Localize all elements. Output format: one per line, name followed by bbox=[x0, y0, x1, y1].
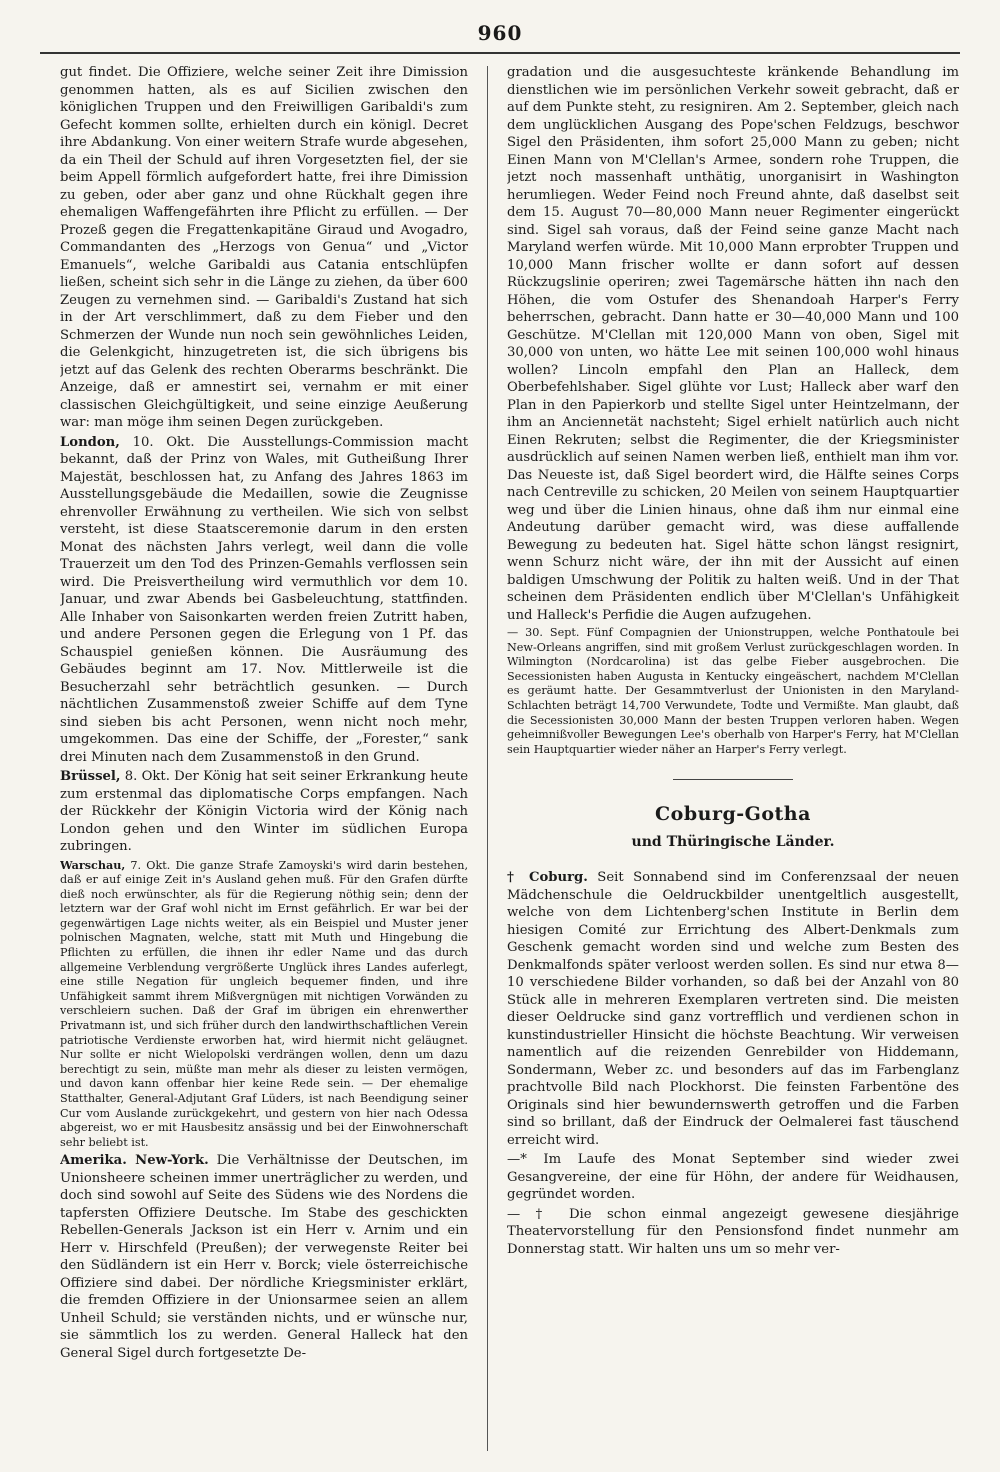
italy-report: gut findet. Die Offiziere, welche seiner Zeit ihre Dimission genommen hatten, als es auf Sicilien zwischen den königlichen Truppen und den Freiwilligen Garibaldi's zum Gefecht kommen sollte, erhielten durch ein königl. Decret ihre Abdankung. Von einer weitern Strafe wurde abgesehen, da ein Theil der Schuld auf ihren Vorgesetzten fiel, der sie beim Appell förmlich aufgefordert hatte, frei ihre Dimission zu geben, oder aber ganz und ohne Rückhalt gegen ihre ehemaligen Waffengefährten ihre Pflicht zu erfüllen. — Der Prozeß gegen die Fregattenkapitäne Giraud und Avogadro, Commandanten des „Herzogs von Genua“ und „Victor Emanuels“, welche Garibaldi aus Catania entschlüpfen ließen, scheint sich sehr in die Länge zu ziehen, da über 600 Zeugen zu vernehmen sind. — Garibaldi's Zustand hat sich in der Art verschlimmert, daß zu dem Fieber und den Schmerzen der Wunde nun noch sein gewöhnliches Leiden, die Gelenkgicht, hinzugetreten ist, die sich übrigens bis jetzt auf das Gelenk des rechten Oberarms beschränkt. Die Anzeige, daß er amnestirt sei, vernahm er mit einer classischen Gleichgültigkeit, und seine einzige Aeußerung war: man möge ihm seinen Degen zurückgeben. bbox=[60, 65, 468, 430]
coburg-report bbox=[507, 869, 959, 1149]
theater-report: — † Die schon einmal angezeigt gewesene diesjährige Theatervorstellung für den Pensionsfond findet nunmehr am Donnerstag statt. Wir halten uns um so mehr ver- bbox=[507, 1206, 959, 1257]
section-subtitle: und Thüringische Länder. bbox=[631, 833, 835, 850]
left-column bbox=[60, 64, 468, 1462]
amerika-report bbox=[60, 1152, 468, 1362]
sigel-report: gradation und die ausgesuchteste kränkende Behandlung im dienstlichen wie im persönlichen Verkehr soweit gebracht, daß er auf dem Punkte steht, zu resigniren. Am 2. September, gleich nach dem unglücklichen Ausgang des Pope'schen Feldzugs, beschwor Sigel den Präsidenten, ihm sofort 25,000 Mann zu geben; nicht Einen Mann von M'Clellan's Armee, sondern rohe Truppen, die jetzt noch massenhaft unthätig, unorganisirt in Washington herumliegen. Weder Feind noch Freund ahnte, daß daselbst seit dem 15. August 70—80,000 Mann neuer Regimenter eingerückt sind. Sigel sah voraus, daß der Feind seine ganze Macht nach Maryland werfen würde. Mit 10,000 Mann erprobter Truppen und 10,000 Mann frischer wollte er dann sofort auf dessen Rückzugslinie operiren; zwei Tagemärsche hätten ihn nach den Höhen, die vom Ostufer des Shenandoah Harper's Ferry beherrschen, gebracht. Dann hatte er 30—40,000 Mann und 100 Geschütze. M'Clellan mit 120,000 Mann von oben, Sigel mit 30,000 von unten, wo hätte Lee mit seinen 100,000 wohl hinaus wollen? Lincoln empfahl den Plan an Halleck, dem Oberbefehlshaber. Sigel glühte vor Lust; Halleck aber warf den Plan in den Papierkorb und stellte Sigel unter Heintzelmann, der ihm an Anciennetät nachsteht; Sigel erhielt natürlich auch nicht Einen Rekruten; selbst die Regimenter, die der Kriegsminister ausdrücklich auf seinen Namen werben ließ, enthielt man ihm vor. Das Neueste ist, daß Sigel beordert wird, die Hälfte seines Corps nach Centreville zu schicken, 20 Meilen von seinem Hauptquartier weg und über die Linien hinaus, ohne daß ihm nur einmal eine Andeutung darüber gemacht wird, was diese auffallende Bewegung zu bedeuten hat. Sigel hätte schon längst resignirt, wenn Schurz nicht wäre, der ihn mit der Aussicht auf einen baldigen Umschwung der Politik zu halten weiß. Und in der That scheinen dem Präsidenten endlich über M'Clellan's Unfähigkeit und Halleck's Perfidie die Augen aufzugehen. bbox=[507, 65, 959, 623]
bruessel-report bbox=[60, 768, 468, 856]
bruessel-dateline: Brüssel, bbox=[60, 769, 121, 784]
london-report bbox=[60, 434, 468, 767]
page-header bbox=[40, 14, 960, 54]
london-dateline: London, bbox=[60, 434, 120, 450]
london-text: 10. Okt. Die Ausstellungs-Commission macht bekannt, daß der Prinz von Wales, mit Gutheißung Ihrer Majestät, beschlossen hat, zu Anfang des Jahres 1863 im Ausstellungsgebäude die Medaillen, sowie die Zeugnisse ehrenvoller Erwähnung zu vertheilen. Wie sich von selbst versteht, ist diese Staatsceremonie darum in den ersten Monat des nächsten Jahrs verlegt, weil dann die volle Trauerzeit um den Tod des Prinzen-Gemahls verflossen sein wird. Die Preisvertheilung wird vermuthlich vor dem 10. Januar, und zwar Abends bei Gasbeleuchtung, stattfinden. Alle Inhaber von Saisonkarten werden freien Zutritt haben, und andere Personen gegen die Erlegung von 1 Pf. das Schauspiel genießen können. Die Ausräumung des Gebäudes beginnt am 17. Nov. Mittlerweile ist die Besucherzahl sehr beträchtlich gesunken. — Durch nächtlichen Zusammenstoß zweier Schiffe auf dem Tyne sind sieben bis acht Personen, wenn nicht noch mehr, umgekommen. Das eine der Schiffe, der „Forester,“ sank drei Minuten nach dem Zusammenstoß in den Grund. bbox=[60, 434, 468, 765]
section-title: Coburg-Gotha bbox=[655, 803, 811, 826]
amerika-dateline: Amerika. New-York. bbox=[60, 1153, 209, 1169]
gesangverein-report: —* Im Laufe des Monat September sind wieder zwei Gesangvereine, der eine für Höhn, der andere für Weidhausen, gegründet worden. bbox=[507, 1152, 959, 1203]
column-divider bbox=[487, 66, 488, 1451]
coburg-dateline: † Coburg. bbox=[507, 870, 588, 886]
page-number: 960 bbox=[477, 21, 523, 45]
september-30-report: — 30. Sept. Fünf Compagnien der Unionstruppen, welche Ponthatoule bei New-Orleans angriffen, sind mit großem Verlust zurückgeschlagen worden. In Wilmington (Nordcarolina) ist das gelbe Fieber ausgebrochen. Die Secessionisten haben Augusta in Kentucky eingeäschert, nachdem M'Clellan es geräumt hatte. Der Gesammtverlust der Unionisten in den Maryland-Schlachten beträgt 14,700 Verwundete, Todte und Vermißte. Man glaubt, daß die Secessionisten 30,000 Mann der besten Truppen verloren haben. Wegen geheimnißvoller Bewegungen Lee's oberhalb von Harper's Ferry, hat M'Clellan sein Hauptquartier wieder näher an Harper's Ferry verlegt. bbox=[507, 626, 959, 756]
bruessel-text: 8. Okt. Der König hat seit seiner Erkrankung heute zum erstenmal das diplomatische Corps empfangen. Nach der Rückkehr der Königin Victoria wird der König nach London gehen und den Winter im südlichen Europa zubringen. bbox=[60, 769, 468, 854]
warschau-report bbox=[60, 858, 468, 1151]
section-separator bbox=[673, 779, 793, 780]
coburg-text: Seit Sonnabend sind im Conferenzsaal der neuen Mädchenschule die Oeldruckbilder unentgeltlich ausgestellt, welche von dem Lichtenberg'schen Institute in Berlin dem hiesigen Comité zur Errichtung des Albert-Denkmals zum Geschenk gemacht worden sind und welche zum Besten des Denkmalfonds später verloost werden sollen. Es sind nur etwa 8—10 verschiedene Bilder vorhanden, so daß bei der Anzahl von 80 Stück alle in mehreren Exemplaren vertreten sind. Die meisten dieser Oeldrucke sind ganz vortrefflich und verdienen schon in kunstindustrieller Hinsicht die höchste Beachtung. Wir verweisen namentlich auf die reizenden Genrebilder von Hiddemann, Sondermann, Weber zc. und besonders auf das im Farbenglanz prachtvolle Bild nach Plockhorst. Die feinsten Farbentöne des Originals sind hier bewundernswerth getroffen und die Farben sind so brillant, daß der Eindruck der Oelmalerei fast täuschend erreicht wird. bbox=[507, 870, 959, 1148]
warschau-dateline: Warschau, bbox=[60, 857, 126, 872]
amerika-text: Die Verhältnisse der Deutschen, im Unionsheere scheinen immer unerträglicher zu werden, und doch sind sowohl auf Seite des Südens wie des Nordens die tapfersten Offiziere Deutsche. Im Stabe des geschickten Rebellen-Generals Jackson ist ein Herr v. Arnim und ein Herr v. Hirschfeld (Preußen); der verwegenste Reiter bei den Südländern ist ein Herr v. Borck; viele österreichische Offiziere sind dabei. Der nördliche Kriegsminister erklärt, die fremden Offiziere in der Unionsarmee seien an allem Unheil Schuld; sie verständen nichts, und er wünsche nur, sie sämmtlich los zu werden. General Halleck hat den General Sigel durch fortgesetzte De- bbox=[60, 1153, 468, 1361]
right-column bbox=[507, 64, 959, 1462]
warschau-text: 7. Okt. Die ganze Strafe Zamoyski's wird darin bestehen, daß er auf einige Zeit in's Ausland gehen muß. Für den Grafen dürfte dieß noch erwünschter, als für die Regierung nöthig sein; denn der letztern war der Graf wohl nicht im Ernst gefährlich. Er war bei der gegenwärtigen Lage nichts weiter, als ein Beispiel und Muster jener polnischen Magnaten, welche, statt mit Muth und Hingebung die Pflichten zu erfüllen, die ihnen ihr edler Name und das durch allgemeine Verblendung vergrößerte Unglück ihres Landes auferlegt, eine stille Negation für ungleich bequemer finden, und ihre Unfähigkeit sammt ihrem Mißvergnügen mit nichtigen Vorwänden zu verschleiern suchen. Daß der Graf im übrigen ein ehrenwerther Privatmann ist, und sich früher durch den landwirthschaftlichen Verein patriotische Verdienste erworben hat, wird hiermit nicht geläugnet. Nur sollte er nicht Wielopolski verdrängen wollen, denn um dazu berechtigt zu sein, müßte man mehr als dieser zu leisten vermögen, und davon kann offenbar hier keine Rede sein. — Der ehemalige Statthalter, General-Adjutant Graf Lüders, ist nach Beendigung seiner Cur vom Auslande zurückgekehrt, und gestern von hier nach Odessa abgereist, wo er mit Hausbesitz ansässig und bei der Einwohnerschaft sehr beliebt ist. bbox=[60, 858, 468, 1149]
